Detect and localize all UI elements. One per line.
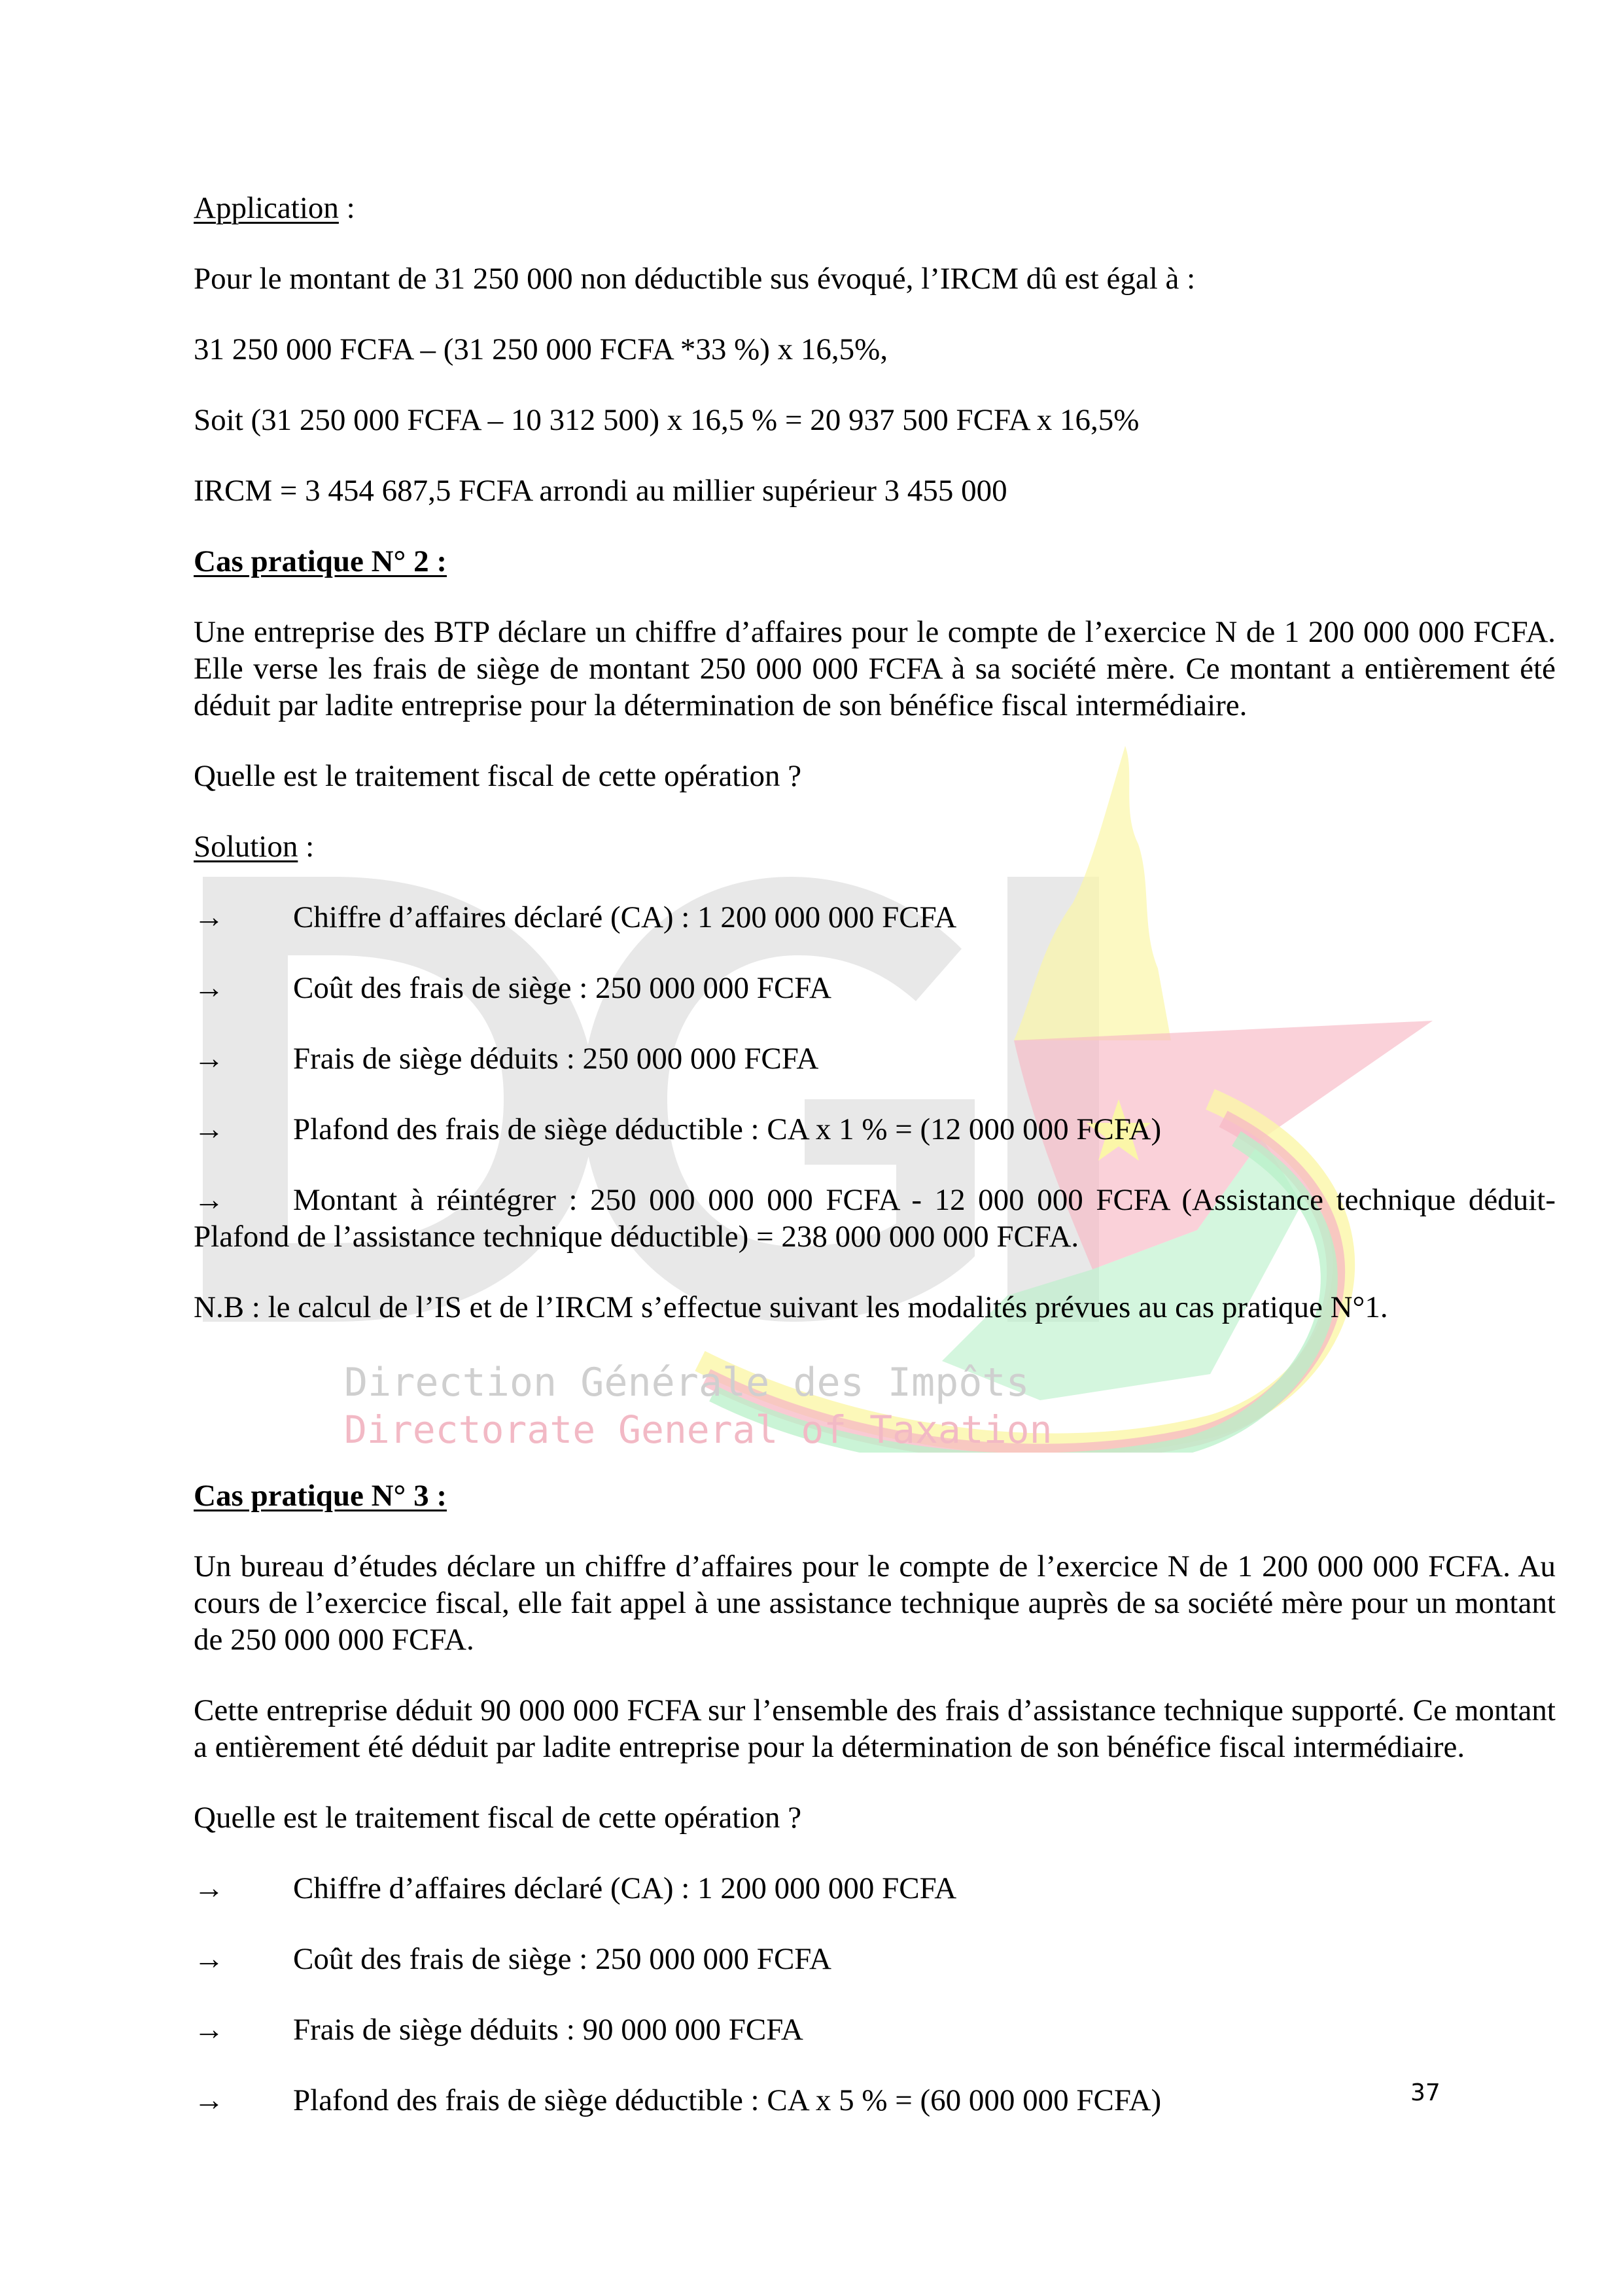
page-number: 37 xyxy=(1410,2079,1440,2106)
application-intro: Pour le montant de 31 250 000 non déductible sus évoqué, l’IRCM dû est égal à : xyxy=(194,262,1196,296)
application-formula-2: Soit (31 250 000 FCFA – 10 312 500) x 16,5 % = 20 937 500 FCFA x 16,5% xyxy=(194,403,1140,437)
case3-bullet-text: Chiffre d’affaires déclaré (CA) : 1 200 000 000 FCFA xyxy=(293,1871,957,1905)
case3-heading: Cas pratique N° 3 : xyxy=(194,1479,447,1513)
case2-solution-heading: Solution xyxy=(194,830,298,864)
watermark-line-2: Directorate General of Taxation xyxy=(344,1407,1053,1452)
case2-statement: Une entreprise des BTP déclare un chiffre d’affaires pour le compte de l’exercice N de 1 200 000 000 FCFA. Elle verse les frais de siège de montant 250 000 000 FCFA à sa société mère. Ce montant a entièrement été déduit par ladite entreprise pour la détermination de son bénéfice fiscal intermédiaire. xyxy=(194,615,1556,722)
case2-bullet xyxy=(194,1040,1556,1077)
case3-bullet xyxy=(194,1870,1556,1907)
case3-statement: Un bureau d’études déclare un chiffre d’affaires pour le compte de l’exercice N de 1 200 000 000 FCFA. Au cours de l’exercice fiscal, elle fait appel à une assistance technique auprès de sa société mère pour un montant de 250 000 000 FCFA. xyxy=(194,1549,1556,1657)
case2-bullet xyxy=(194,1111,1556,1148)
application-formula-1: 31 250 000 FCFA – (31 250 000 FCFA *33 %) x 16,5%, xyxy=(194,332,888,366)
case3-bullet xyxy=(194,2082,1556,2119)
case2-solution-heading-line xyxy=(194,828,1556,865)
arrow-right-icon: → xyxy=(194,1042,224,1076)
case2-bullet xyxy=(194,970,1556,1006)
case3-question: Quelle est le traitement fiscal de cette opération ? xyxy=(194,1801,802,1835)
arrow-right-icon: → xyxy=(194,900,224,934)
case2-solution-colon: : xyxy=(298,830,315,864)
case3-bullet-text: Coût des frais de siège : 250 000 000 FCFA xyxy=(293,1942,831,1976)
case3-bullet xyxy=(194,2011,1556,2048)
case2-bullet-text: Frais de siège déduits : 250 000 000 FCFA xyxy=(293,1042,819,1076)
application-heading-colon: : xyxy=(338,191,355,225)
application-heading: Application xyxy=(194,191,339,225)
case2-bullet xyxy=(194,1182,1556,1255)
case2-bullet xyxy=(194,899,1556,936)
case2-bullet-text: Chiffre d’affaires déclaré (CA) : 1 200 000 000 FCFA xyxy=(293,900,957,934)
case2-question: Quelle est le traitement fiscal de cette opération ? xyxy=(194,759,802,793)
case2-bullet-text: Montant à réintégrer : 250 000 000 000 FCFA - 12 000 000 FCFA (Assistance technique déduit- Plafond de l’assistance technique déductible) = 238 000 000 000 FCFA. xyxy=(194,1183,1556,1254)
arrow-right-icon: → xyxy=(194,1183,224,1217)
case2-bullet-text: Coût des frais de siège : 250 000 000 FCFA xyxy=(293,971,831,1005)
application-result: IRCM = 3 454 687,5 FCFA arrondi au millier supérieur 3 455 000 xyxy=(194,474,1007,508)
application-heading-line xyxy=(194,190,1556,226)
case3-bullet-text: Frais de siège déduits : 90 000 000 FCFA xyxy=(293,2013,803,2047)
case3-bullet-text: Plafond des frais de siège déductible : CA x 5 % = (60 000 000 FCFA) xyxy=(293,2083,1162,2117)
case3-bullet xyxy=(194,1941,1556,1977)
arrow-right-icon: → xyxy=(194,1871,224,1905)
document-page xyxy=(194,190,1556,2153)
case2-note: N.B : le calcul de l’IS et de l’IRCM s’effectue suivant les modalités prévues au cas pratique N°1. xyxy=(194,1290,1388,1324)
arrow-right-icon: → xyxy=(194,2013,224,2047)
watermark-line-1: Direction Générale des Impôts xyxy=(344,1360,1030,1405)
watermark-tagline-band xyxy=(194,1360,1556,1458)
arrow-right-icon: → xyxy=(194,1942,224,1976)
case2-heading: Cas pratique N° 2 : xyxy=(194,544,447,578)
case2-bullet-text: Plafond des frais de siège déductible : CA x 1 % = (12 000 000 FCFA) xyxy=(293,1112,1162,1146)
arrow-right-icon: → xyxy=(194,1112,224,1146)
case3-statement-2: Cette entreprise déduit 90 000 000 FCFA sur l’ensemble des frais d’assistance technique supporté. Ce montant a entièrement été déduit par ladite entreprise pour la détermination de son bénéfice fiscal intermédiaire. xyxy=(194,1693,1556,1764)
arrow-right-icon: → xyxy=(194,2083,224,2117)
arrow-right-icon: → xyxy=(194,971,224,1005)
